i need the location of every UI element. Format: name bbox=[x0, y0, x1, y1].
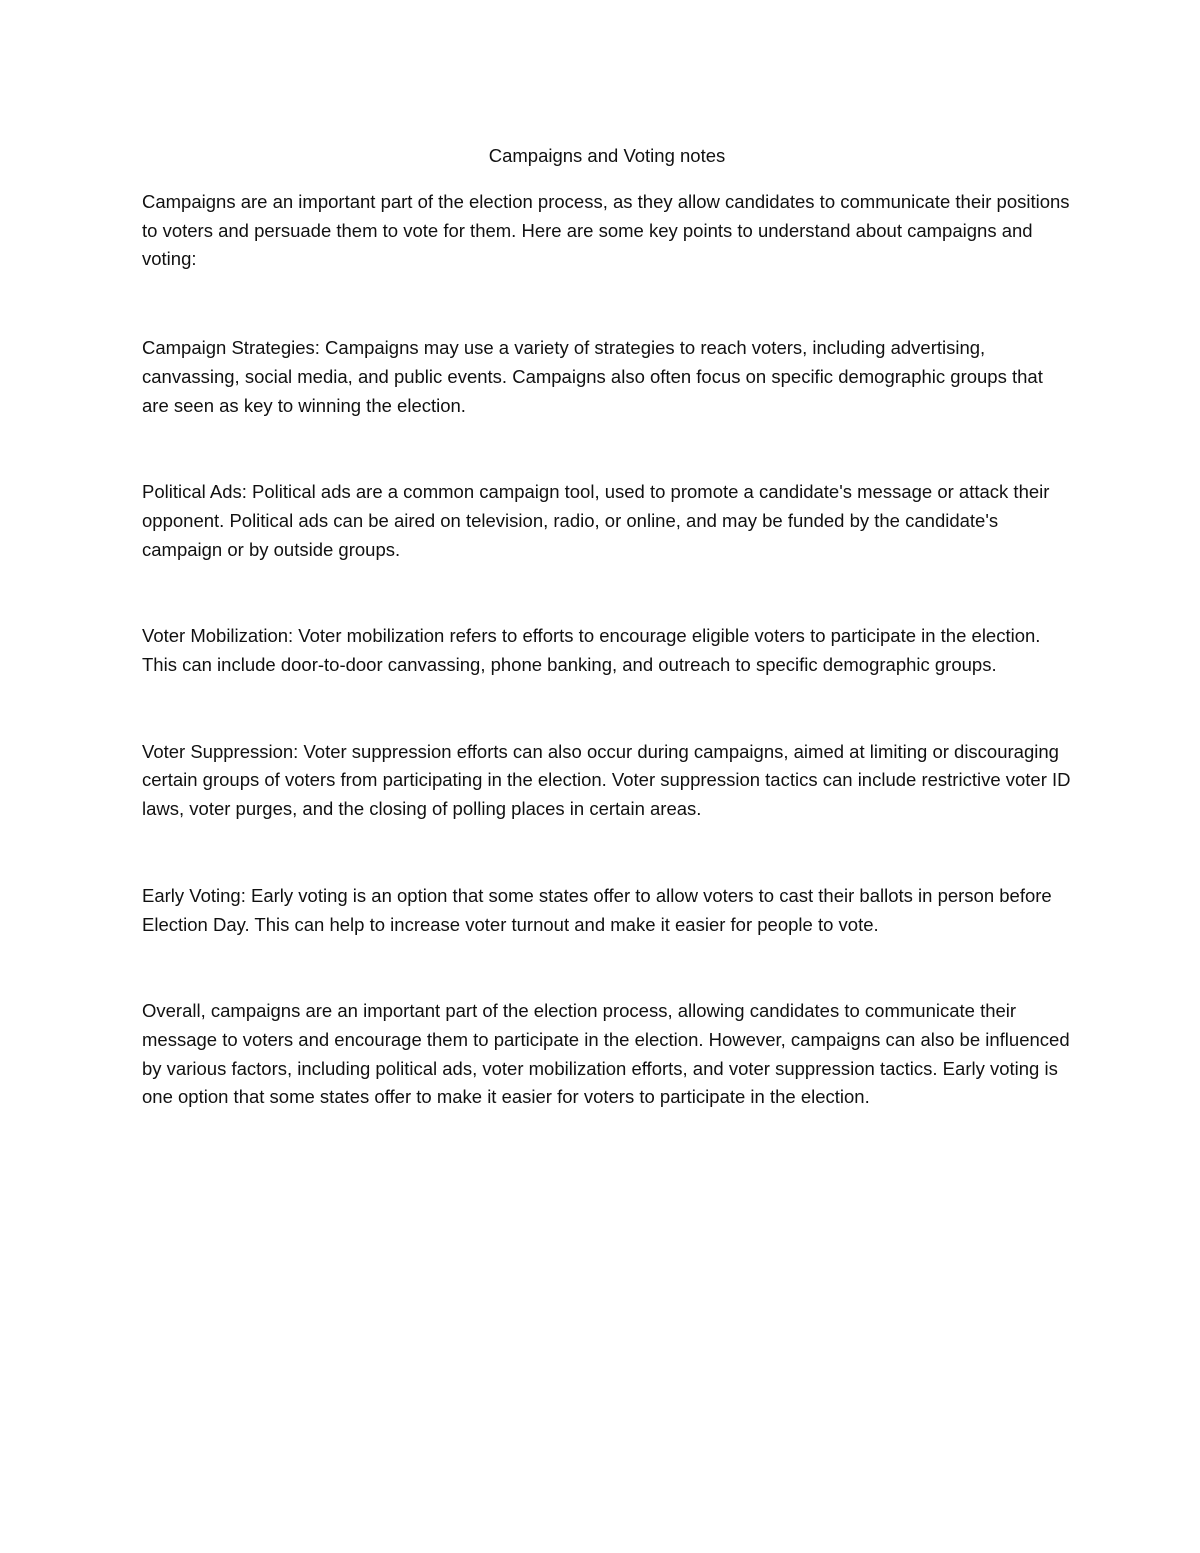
political-ads-paragraph: Political Ads: Political ads are a common campaign tool, used to promote a candidate's message or attack their opponent. Political ads can be aired on television, radio, or online, and may be funded by the candidate's campaign or by outside groups. bbox=[142, 481, 1050, 560]
document-title: Campaigns and Voting notes bbox=[488, 145, 726, 166]
campaign-strategies-paragraph: Campaign Strategies: Campaigns may use a variety of strategies to reach voters, including advertising, canvassing, social media, and public events. Campaigns also often focus on specific demographic groups that are seen as key to winning the election. bbox=[142, 337, 1043, 416]
conclusion-paragraph: Overall, campaigns are an important part of the election process, allowing candidates to communicate their message to voters and encourage them to participate in the election. However, campaigns can also be influenced by various factors, including political ads, voter mobilization efforts, and voter suppression tactics. Early voting is one option that some states offer to make it easier for voters to participate in the election. bbox=[142, 1000, 1070, 1108]
document-body bbox=[142, 142, 1072, 1112]
paragraph-spacer bbox=[142, 824, 1072, 882]
voter-suppression-paragraph: Voter Suppression: Voter suppression efforts can also occur during campaigns, aimed at limiting or discouraging certain groups of voters from participating in the election. Voter suppression tactics can include restrictive voter ID laws, voter purges, and the closing of polling places in certain areas. bbox=[142, 740, 1071, 820]
paragraph-spacer bbox=[142, 564, 1072, 622]
paragraph-spacer bbox=[142, 680, 1072, 738]
intro-paragraph: Campaigns are an important part of the election process, as they allow candidates to communicate their positions to voters and persuade them to vote for them. Here are some key points to understand about campaigns and voting: bbox=[142, 191, 1070, 270]
early-voting-paragraph: Early Voting: Early voting is an option that some states offer to allow voters to cast their ballots in person before Election Day. This can help to increase voter turnout and make it easier for people to vote. bbox=[142, 884, 1052, 935]
paragraph-spacer bbox=[142, 939, 1072, 997]
paragraph-spacer bbox=[142, 420, 1072, 478]
paragraph-spacer bbox=[142, 274, 1072, 334]
voter-mobilization-paragraph: Voter Mobilization: Voter mobilization refers to efforts to encourage eligible voters to participate in the election. This can include door-to-door canvassing, phone banking, and outreach to specific demographic groups. bbox=[142, 625, 1041, 676]
